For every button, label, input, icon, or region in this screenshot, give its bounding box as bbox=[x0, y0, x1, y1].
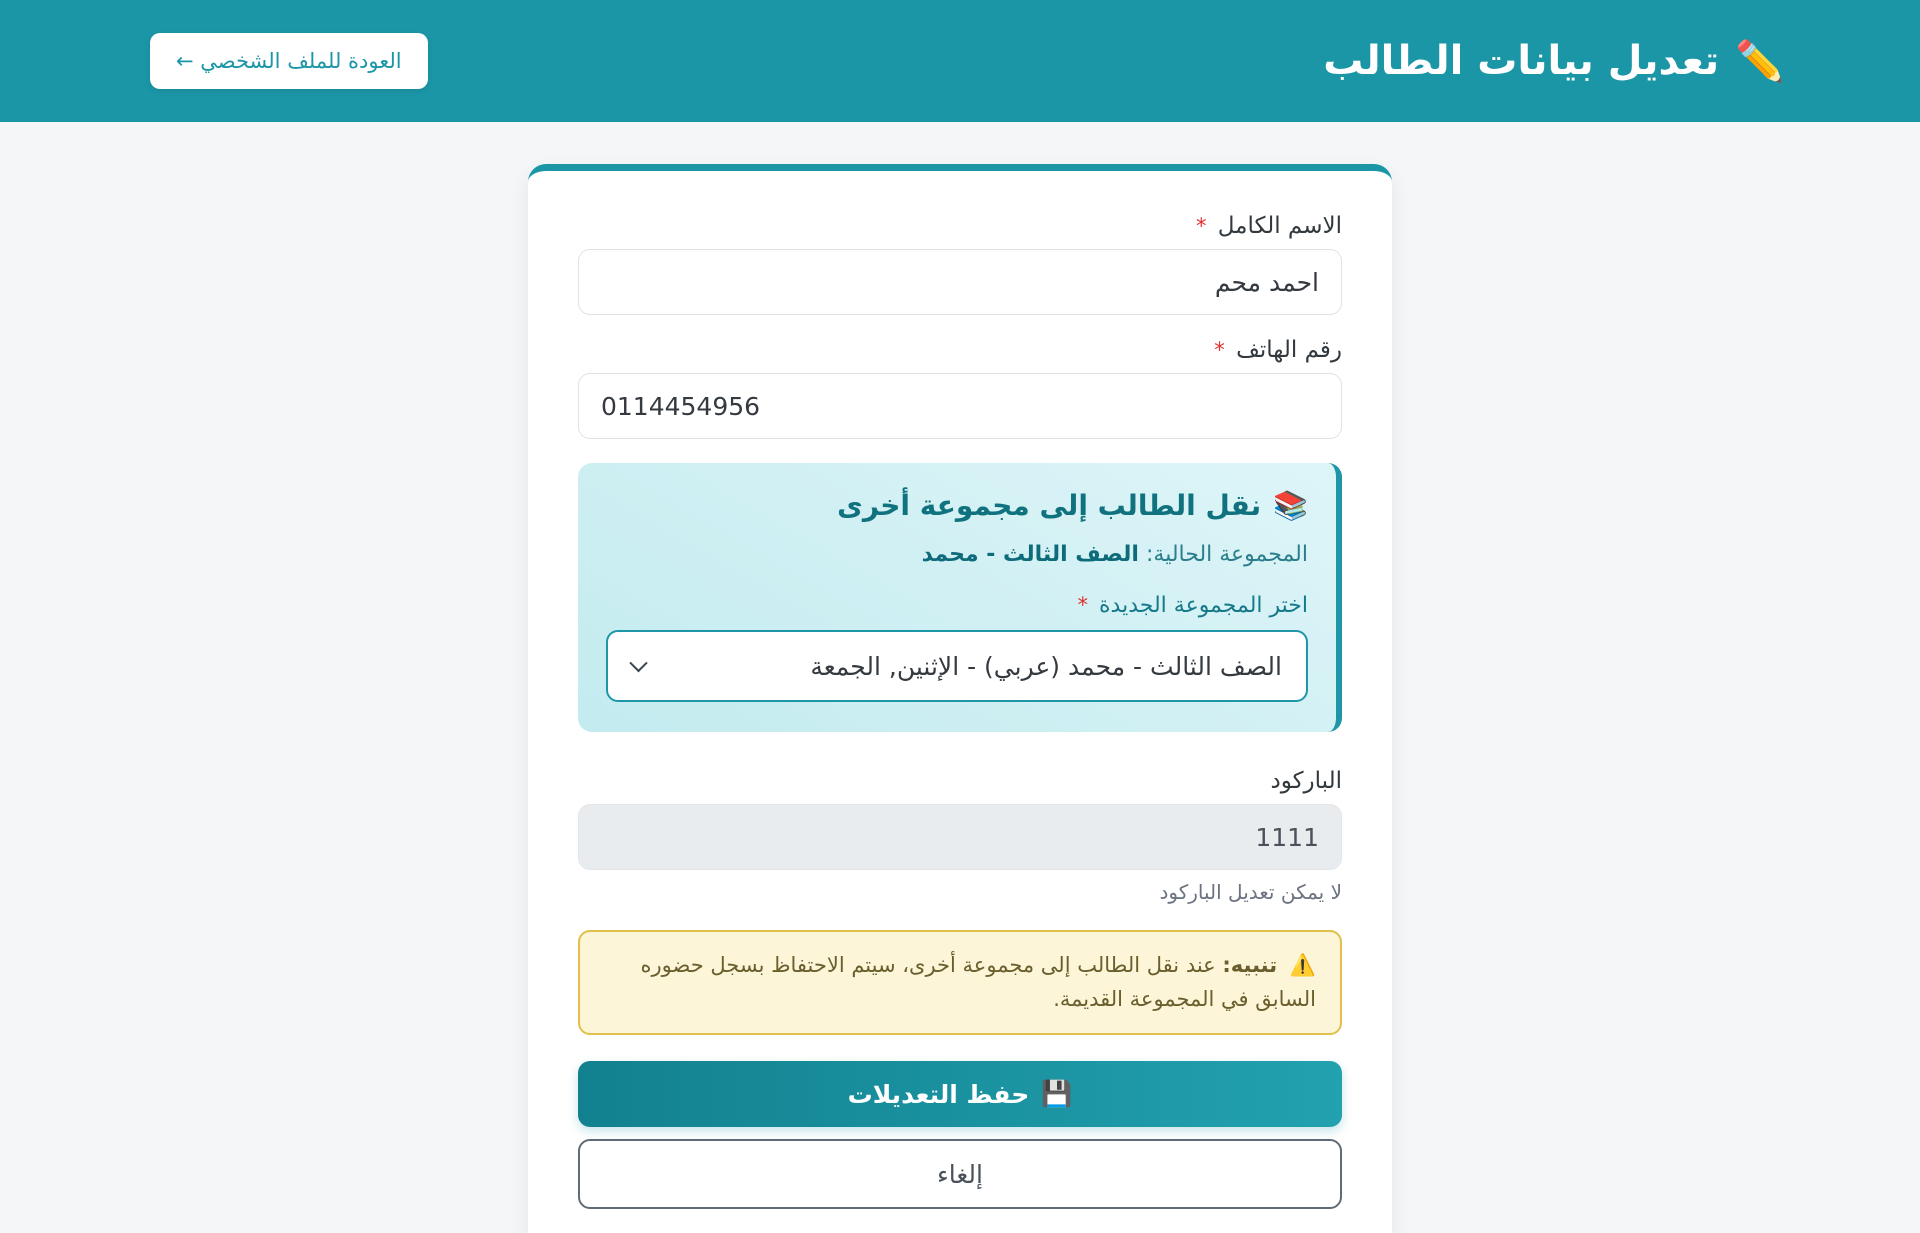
books-icon: 📚 bbox=[1273, 489, 1308, 522]
new-group-label-text: اختر المجموعة الجديدة bbox=[1099, 593, 1308, 618]
full-name-label-text: الاسم الكامل bbox=[1217, 213, 1342, 239]
transfer-warning-box bbox=[578, 930, 1342, 1035]
phone-input[interactable] bbox=[578, 373, 1342, 439]
transfer-title-text: نقل الطالب إلى مجموعة أخرى bbox=[837, 489, 1262, 522]
barcode-field-group bbox=[578, 768, 1342, 904]
required-asterisk: * bbox=[1077, 593, 1089, 617]
warning-text: عند نقل الطالب إلى مجموعة أخرى، سيتم الاحتفاظ بسجل حضوره السابق في المجموعة القديمة. bbox=[640, 953, 1316, 1011]
barcode-label bbox=[578, 768, 1342, 794]
phone-field-group bbox=[578, 337, 1342, 439]
full-name-label bbox=[578, 213, 1342, 239]
current-group-line bbox=[606, 542, 1308, 567]
new-group-label bbox=[606, 593, 1308, 618]
new-group-select-wrap bbox=[606, 630, 1308, 702]
back-to-profile-button[interactable]: ← العودة للملف الشخصي bbox=[150, 33, 428, 89]
edit-student-card bbox=[528, 164, 1392, 1233]
phone-label-text: رقم الهاتف bbox=[1236, 337, 1342, 363]
full-name-field-group bbox=[578, 213, 1342, 315]
current-group-value: الصف الثالث - محمد bbox=[921, 542, 1139, 567]
page-title bbox=[1323, 38, 1785, 85]
required-asterisk: * bbox=[1214, 338, 1225, 362]
floppy-disk-icon: 💾 bbox=[1041, 1079, 1073, 1109]
barcode-label-text: الباركود bbox=[1270, 768, 1342, 794]
barcode-helper-text: لا يمكن تعديل الباركود bbox=[1159, 880, 1342, 904]
warning-icon: ⚠️ bbox=[1289, 953, 1316, 977]
page-title-text: تعديل بيانات الطالب bbox=[1323, 38, 1720, 84]
required-asterisk: * bbox=[1195, 214, 1207, 238]
full-name-input[interactable] bbox=[578, 249, 1342, 315]
barcode-input bbox=[578, 804, 1342, 870]
phone-label bbox=[578, 337, 1342, 363]
cancel-button[interactable]: إلغاء bbox=[578, 1139, 1342, 1209]
save-changes-button[interactable] bbox=[578, 1061, 1342, 1127]
warning-bold-label: تنبيه: bbox=[1222, 953, 1278, 977]
pencil-icon: ✏️ bbox=[1735, 38, 1785, 85]
transfer-group-section bbox=[578, 463, 1342, 732]
current-group-label: المجموعة الحالية: bbox=[1145, 542, 1308, 567]
new-group-select[interactable] bbox=[606, 630, 1308, 702]
transfer-section-title bbox=[606, 489, 1308, 522]
app-header bbox=[0, 0, 1920, 122]
save-button-label: حفظ التعديلات bbox=[847, 1079, 1030, 1109]
